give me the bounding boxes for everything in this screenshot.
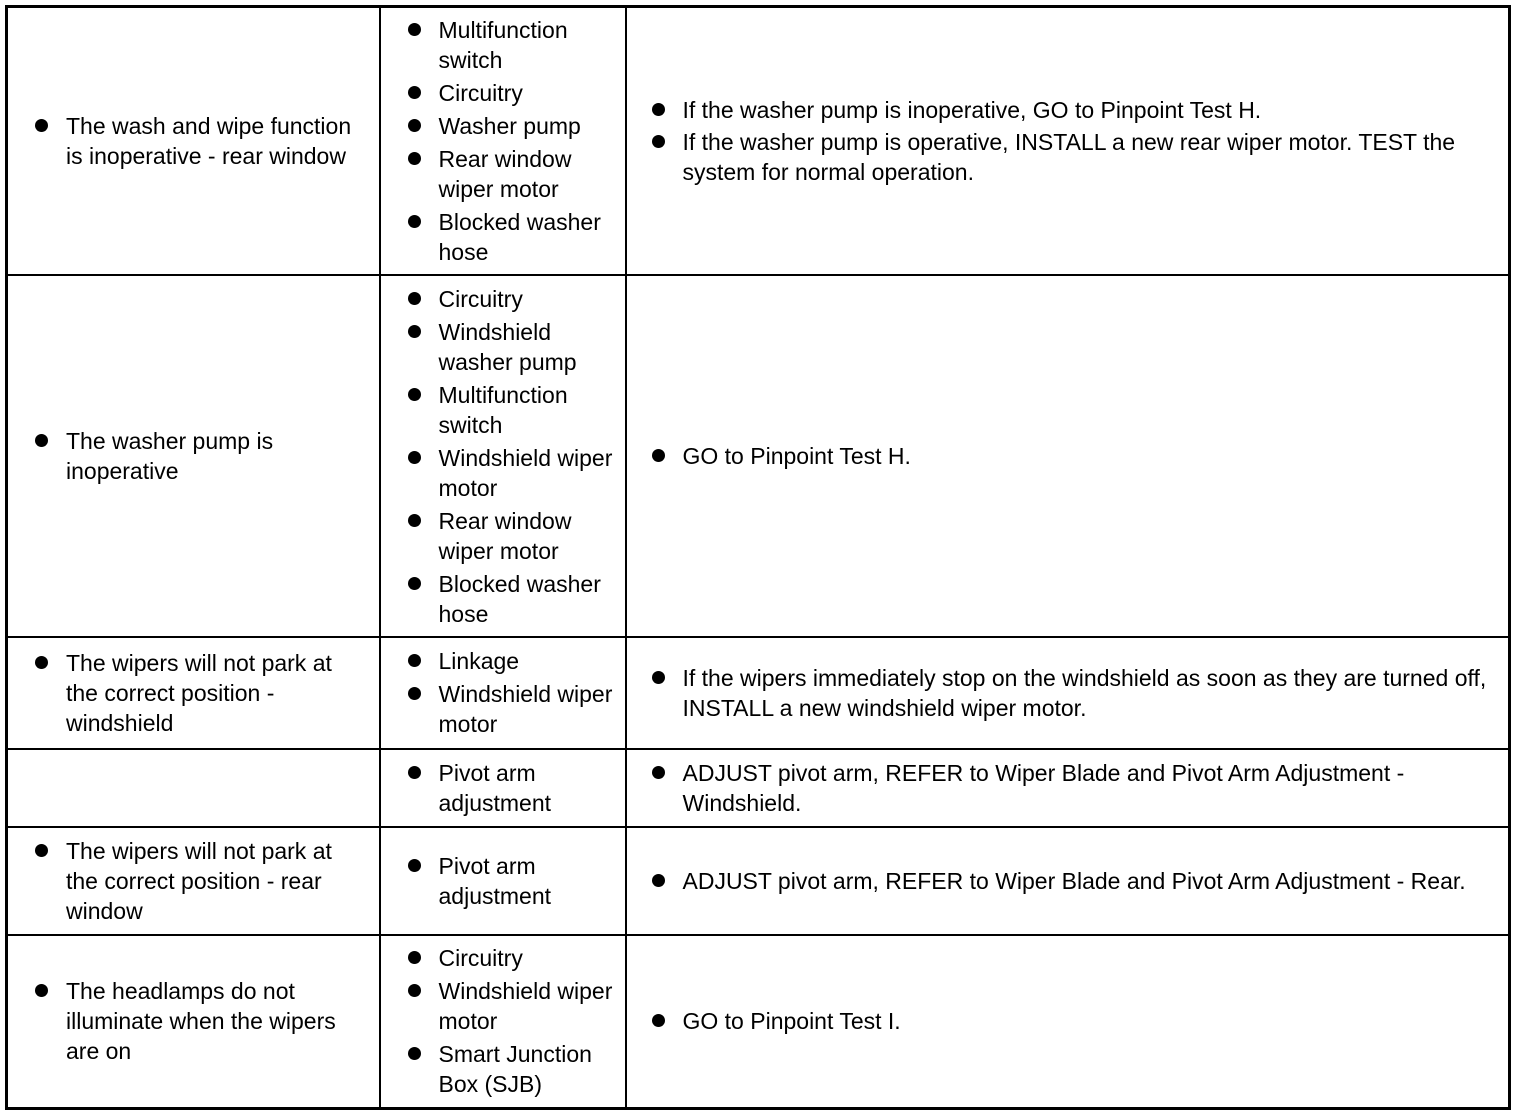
item-text: Circuitry xyxy=(438,80,523,107)
source-cell-list xyxy=(405,15,619,267)
bullet-icon xyxy=(652,103,665,116)
action-cell xyxy=(626,827,1510,935)
action-cell xyxy=(626,935,1510,1109)
list-item xyxy=(405,679,619,739)
list-item xyxy=(405,443,619,503)
action-cell-list xyxy=(649,1006,1497,1036)
action-cell-list xyxy=(649,95,1497,187)
item-text: The headlamps do not illuminate when the wipers are on xyxy=(66,978,336,1065)
item-text: Rear window wiper motor xyxy=(438,146,572,203)
list-item xyxy=(405,78,619,108)
bullet-icon xyxy=(408,119,421,132)
action-cell xyxy=(626,275,1510,637)
bullet-icon xyxy=(408,951,421,964)
list-item xyxy=(405,1039,619,1099)
action-cell-list xyxy=(649,441,1497,471)
item-text: The wash and wipe function is inoperative - rear window xyxy=(66,113,352,170)
item-text: The wipers will not park at the correct position - rear window xyxy=(66,837,332,924)
source-cell-list xyxy=(405,646,619,739)
item-text: The washer pump is inoperative xyxy=(66,428,274,485)
bullet-icon xyxy=(652,449,665,462)
symptom-chart-table xyxy=(5,5,1511,1110)
action-cell xyxy=(626,637,1510,748)
item-text: ADJUST pivot arm, REFER to Wiper Blade and Pivot Arm Adjustment - Rear. xyxy=(682,867,1466,894)
list-item xyxy=(405,851,619,911)
list-item xyxy=(405,284,619,314)
source-cell xyxy=(380,827,626,935)
item-text: Windshield wiper motor xyxy=(438,444,613,501)
list-item xyxy=(405,976,619,1036)
bullet-icon xyxy=(408,577,421,590)
action-cell xyxy=(626,7,1510,276)
item-text: Linkage xyxy=(438,648,520,675)
condition-cell-list xyxy=(32,648,367,738)
condition-cell xyxy=(7,827,380,935)
list-item xyxy=(405,380,619,440)
bullet-icon xyxy=(408,859,421,872)
list-item xyxy=(32,426,367,486)
bullet-icon xyxy=(408,514,421,527)
list-item xyxy=(649,441,1497,471)
bullet-icon xyxy=(35,434,48,447)
item-text: GO to Pinpoint Test H. xyxy=(682,443,911,470)
condition-cell-list xyxy=(32,111,367,171)
list-item xyxy=(405,144,619,204)
list-item xyxy=(649,127,1497,187)
bullet-icon xyxy=(408,23,421,36)
list-item xyxy=(405,317,619,377)
item-text: If the washer pump is operative, INSTALL a new rear wiper motor. TEST the system for normal operation. xyxy=(682,129,1456,186)
bullet-icon xyxy=(652,135,665,148)
source-cell-list xyxy=(405,943,619,1099)
bullet-icon xyxy=(408,1047,421,1060)
bullet-icon xyxy=(408,215,421,228)
bullet-icon xyxy=(652,874,665,887)
item-text: Pivot arm adjustment xyxy=(438,759,552,816)
list-item xyxy=(649,1006,1497,1036)
condition-cell xyxy=(7,637,380,748)
bullet-icon xyxy=(408,766,421,779)
list-item xyxy=(649,95,1497,125)
bullet-icon xyxy=(35,656,48,669)
list-item xyxy=(32,976,367,1066)
bullet-icon xyxy=(408,292,421,305)
bullet-icon xyxy=(652,671,665,684)
list-item xyxy=(405,111,619,141)
source-cell-list xyxy=(405,284,619,629)
bullet-icon xyxy=(652,1014,665,1027)
bullet-icon xyxy=(652,766,665,779)
condition-cell xyxy=(7,749,380,827)
source-cell xyxy=(380,7,626,276)
table-row xyxy=(7,7,1510,276)
item-text: Blocked washer hose xyxy=(438,209,601,266)
item-text: Multifunction switch xyxy=(438,381,568,438)
list-item xyxy=(32,648,367,738)
source-cell xyxy=(380,275,626,637)
list-item xyxy=(32,111,367,171)
list-item xyxy=(649,866,1497,896)
source-cell-list xyxy=(405,758,619,818)
item-text: If the wipers immediately stop on the windshield as soon as they are turned off, INSTALL a new windshield wiper motor. xyxy=(682,664,1487,721)
bullet-icon xyxy=(408,388,421,401)
action-cell-list xyxy=(649,663,1497,723)
item-text: Blocked washer hose xyxy=(438,570,601,627)
condition-cell xyxy=(7,935,380,1109)
condition-cell-list xyxy=(32,976,367,1066)
condition-cell-list xyxy=(32,836,367,926)
bullet-icon xyxy=(408,984,421,997)
item-text: Windshield wiper motor xyxy=(438,978,613,1035)
bullet-icon xyxy=(408,325,421,338)
table-row xyxy=(7,637,1510,748)
condition-cell xyxy=(7,275,380,637)
condition-cell xyxy=(7,7,380,276)
source-cell xyxy=(380,749,626,827)
table-row xyxy=(7,275,1510,637)
list-item xyxy=(649,758,1497,818)
bullet-icon xyxy=(408,654,421,667)
list-item xyxy=(405,15,619,75)
item-text: Windshield wiper motor xyxy=(438,681,613,738)
source-cell xyxy=(380,935,626,1109)
bullet-icon xyxy=(408,687,421,700)
item-text: ADJUST pivot arm, REFER to Wiper Blade and Pivot Arm Adjustment - Windshield. xyxy=(682,759,1405,816)
action-cell-list xyxy=(649,758,1497,818)
bullet-icon xyxy=(35,984,48,997)
list-item xyxy=(649,663,1497,723)
bullet-icon xyxy=(408,451,421,464)
item-text: Washer pump xyxy=(438,113,581,140)
table-row xyxy=(7,935,1510,1109)
item-text: Multifunction switch xyxy=(438,17,568,74)
item-text: The wipers will not park at the correct position - windshield xyxy=(66,649,332,736)
item-text: Circuitry xyxy=(438,945,523,972)
action-cell xyxy=(626,749,1510,827)
table-body xyxy=(7,7,1510,1109)
list-item xyxy=(32,836,367,926)
list-item xyxy=(405,569,619,629)
table-row xyxy=(7,749,1510,827)
action-cell-list xyxy=(649,866,1497,896)
bullet-icon xyxy=(35,119,48,132)
list-item xyxy=(405,506,619,566)
item-text: Rear window wiper motor xyxy=(438,507,572,564)
bullet-icon xyxy=(408,152,421,165)
item-text: GO to Pinpoint Test I. xyxy=(682,1008,901,1035)
item-text: Smart Junction Box (SJB) xyxy=(438,1041,592,1098)
list-item xyxy=(405,646,619,676)
item-text: Windshield washer pump xyxy=(438,318,577,375)
list-item xyxy=(405,207,619,267)
item-text: If the washer pump is inoperative, GO to Pinpoint Test H. xyxy=(682,97,1262,124)
item-text: Pivot arm adjustment xyxy=(438,852,552,909)
table-row xyxy=(7,827,1510,935)
bullet-icon xyxy=(408,86,421,99)
source-cell-list xyxy=(405,851,619,911)
condition-cell-list xyxy=(32,426,367,486)
item-text: Circuitry xyxy=(438,285,523,312)
bullet-icon xyxy=(35,844,48,857)
list-item xyxy=(405,758,619,818)
source-cell xyxy=(380,637,626,748)
list-item xyxy=(405,943,619,973)
